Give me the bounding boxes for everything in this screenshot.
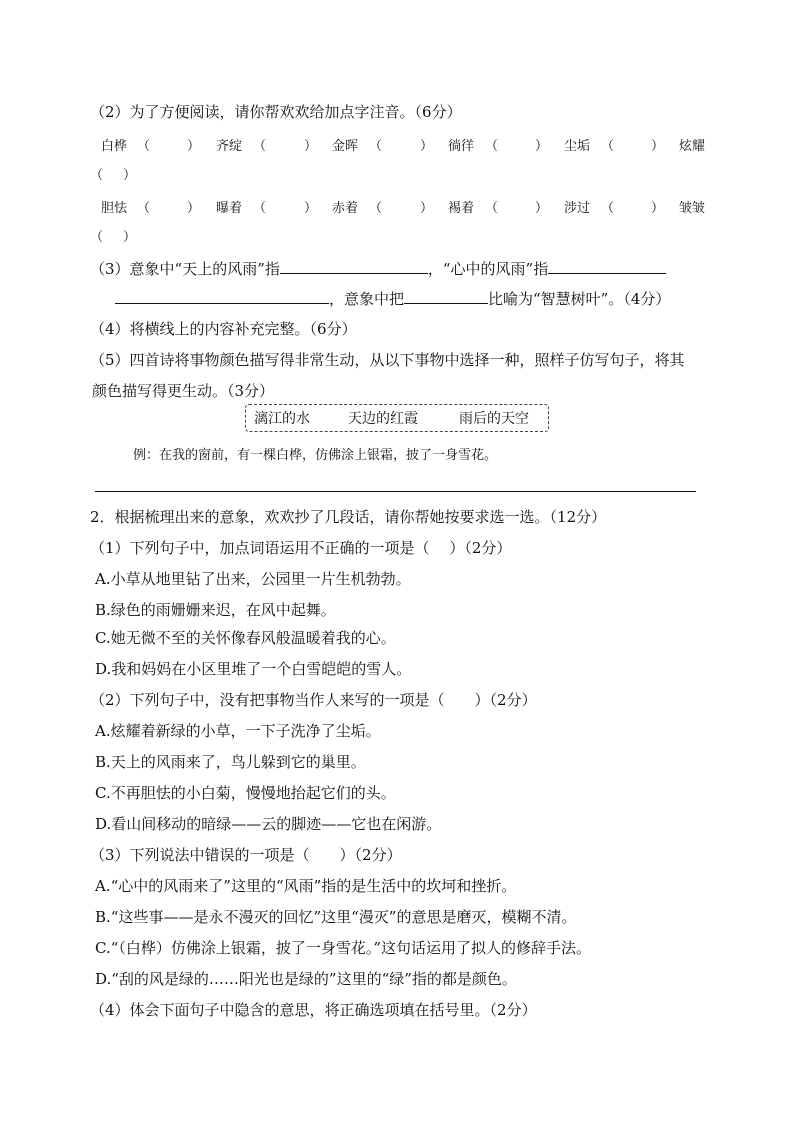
q2-sub3-option-b: B.“这些事——是永不漫灭的回忆”这里“漫灭”的意思是磨灭，模糊不清。 <box>95 908 577 926</box>
q2-sub2-option-b: B.天上的风雨来了，鸟儿躲到它的巢里。 <box>95 753 366 771</box>
answer-paren-open: （ <box>253 201 267 216</box>
answer-paren-close: ） <box>304 201 318 216</box>
option-item: 雨后的天空 <box>459 411 529 427</box>
option-item: 天边的红霞 <box>348 411 418 427</box>
q1-part5-line2: 颜色描写得更生动。（3分） <box>92 382 275 400</box>
q2-sub4-instruction: （4）体会下面句子中隐含的意思，将正确选项填在括号里。（2分） <box>90 1001 537 1019</box>
answer-paren-close: ） <box>123 168 137 183</box>
pinyin-word: 胆怯 <box>101 201 128 216</box>
q2-sub2-option-c: C.不再胆怯的小白菊，慢慢地抬起它们的头。 <box>95 784 396 802</box>
q2-sub2-instruction: （2）下列句子中，没有把事物当作人来写的一项是（ ）（2分） <box>90 691 537 709</box>
option-box <box>245 404 549 432</box>
q2-sub3-option-d: D.“刮的风是绿的……阳光也是绿的”这里的“绿”指的都是颜色。 <box>95 970 517 988</box>
q2-sub2-option-d: D.看山间移动的暗绿——云的脚迹——它也在闲游。 <box>95 815 442 833</box>
answer-paren-close: ） <box>535 139 549 154</box>
answer-paren-open: （ <box>601 201 615 216</box>
answer-paren-close: ） <box>187 201 201 216</box>
answer-paren-close: ） <box>187 139 201 154</box>
q1-part5-line1: （5）四首诗将事物颜色描写得非常生动，从以下事物中选择一种，照样子仿写句子，将其 <box>90 351 685 369</box>
answer-paren-open: （ <box>485 201 499 216</box>
pinyin-word: 徜徉 <box>448 139 475 154</box>
pinyin-word: 涉过 <box>564 201 591 216</box>
q1-part3-line2 <box>115 288 670 309</box>
answer-paren-close: ） <box>651 201 665 216</box>
q2-title: 2．根据梳理出来的意象，欢欢抄了几段话，请你帮她按要求选一选。（12分） <box>90 508 607 526</box>
q1-part3-text-d: 比喻为“智慧树叶”。（4分） <box>488 290 671 308</box>
answer-paren-open: （ <box>369 201 383 216</box>
answer-blank[interactable] <box>404 288 488 304</box>
answer-paren-open: （ <box>253 139 267 154</box>
q2-sub2-option-a: A.炫耀着新绿的小草，一下子洗净了尘垢。 <box>95 722 381 740</box>
answer-paren-open: （ <box>137 201 151 216</box>
option-item: 漓江的水 <box>254 411 310 427</box>
answer-paren-open: （ <box>601 139 615 154</box>
answer-paren-close: ） <box>651 139 665 154</box>
q1-part3-line1 <box>90 258 666 279</box>
answer-paren-close: ） <box>420 139 434 154</box>
q2-sub3-option-a: A.“心中的风雨来了”这里的“风雨”指的是生活中的坎坷和挫折。 <box>95 877 517 895</box>
q2-sub1-option-b: B.绿色的雨姗姗来迟，在风中起舞。 <box>95 601 336 619</box>
answer-blank[interactable] <box>548 258 666 274</box>
answer-blank[interactable] <box>115 288 329 304</box>
q2-sub1-option-c: C.她无微不至的关怀像春风般温暖着我的心。 <box>95 629 396 647</box>
pinyin-word: 白桦 <box>101 139 128 154</box>
q2-sub3-option-c: C.“（白桦）仿佛涂上银霜，披了一身雪花。”这句话运用了拟人的修辞手法。 <box>95 939 592 957</box>
q1-part3-text-c: ，意象中把 <box>329 290 405 308</box>
answer-paren-open: （ <box>90 168 104 183</box>
pinyin-word: 赤着 <box>332 201 359 216</box>
example-sentence: 例：在我的窗前，有一棵白桦，仿佛涂上银霜，披了一身雪花。 <box>133 448 498 463</box>
pinyin-word: 尘垢 <box>564 139 591 154</box>
answer-paren-open: （ <box>90 230 104 245</box>
answer-paren-open: （ <box>369 139 383 154</box>
answer-paren-close: ） <box>123 230 137 245</box>
q1-part2-instruction: （2）为了方便阅读，请你帮欢欢给加点字注音。（6分） <box>90 103 462 121</box>
answer-paren-close: ） <box>535 201 549 216</box>
q2-sub1-option-d: D.我和妈妈在小区里堆了一个白雪皑皑的雪人。 <box>95 660 412 678</box>
q2-sub3-instruction: （3）下列说法中错误的一项是（ ）（2分） <box>90 846 402 864</box>
answer-paren-open: （ <box>137 139 151 154</box>
answer-paren-open: （ <box>485 139 499 154</box>
pinyin-word: 金晖 <box>332 139 359 154</box>
pinyin-word: 曝着 <box>216 201 243 216</box>
q1-part4-instruction: （4）将横线上的内容补充完整。（6分） <box>90 320 357 338</box>
q1-part3-text-a: （3）意象中“天上的风雨”指 <box>90 260 280 278</box>
answer-paren-close: ） <box>304 139 318 154</box>
pinyin-word: 裼着 <box>448 201 475 216</box>
pinyin-word: 炫耀 <box>679 139 706 154</box>
pinyin-word: 皱皱 <box>679 201 706 216</box>
q1-part3-text-b: ，“心中的风雨”指 <box>427 260 549 278</box>
q2-sub1-instruction: （1）下列句子中，加点词语运用不正确的一项是（ ）（2分） <box>90 539 512 557</box>
answer-blank[interactable] <box>280 258 428 274</box>
pinyin-word: 齐绽 <box>216 139 243 154</box>
writing-line[interactable] <box>95 491 696 492</box>
answer-paren-close: ） <box>420 201 434 216</box>
q2-sub1-option-a: A.小草从地里钻了出来，公园里一片生机勃勃。 <box>95 570 411 588</box>
